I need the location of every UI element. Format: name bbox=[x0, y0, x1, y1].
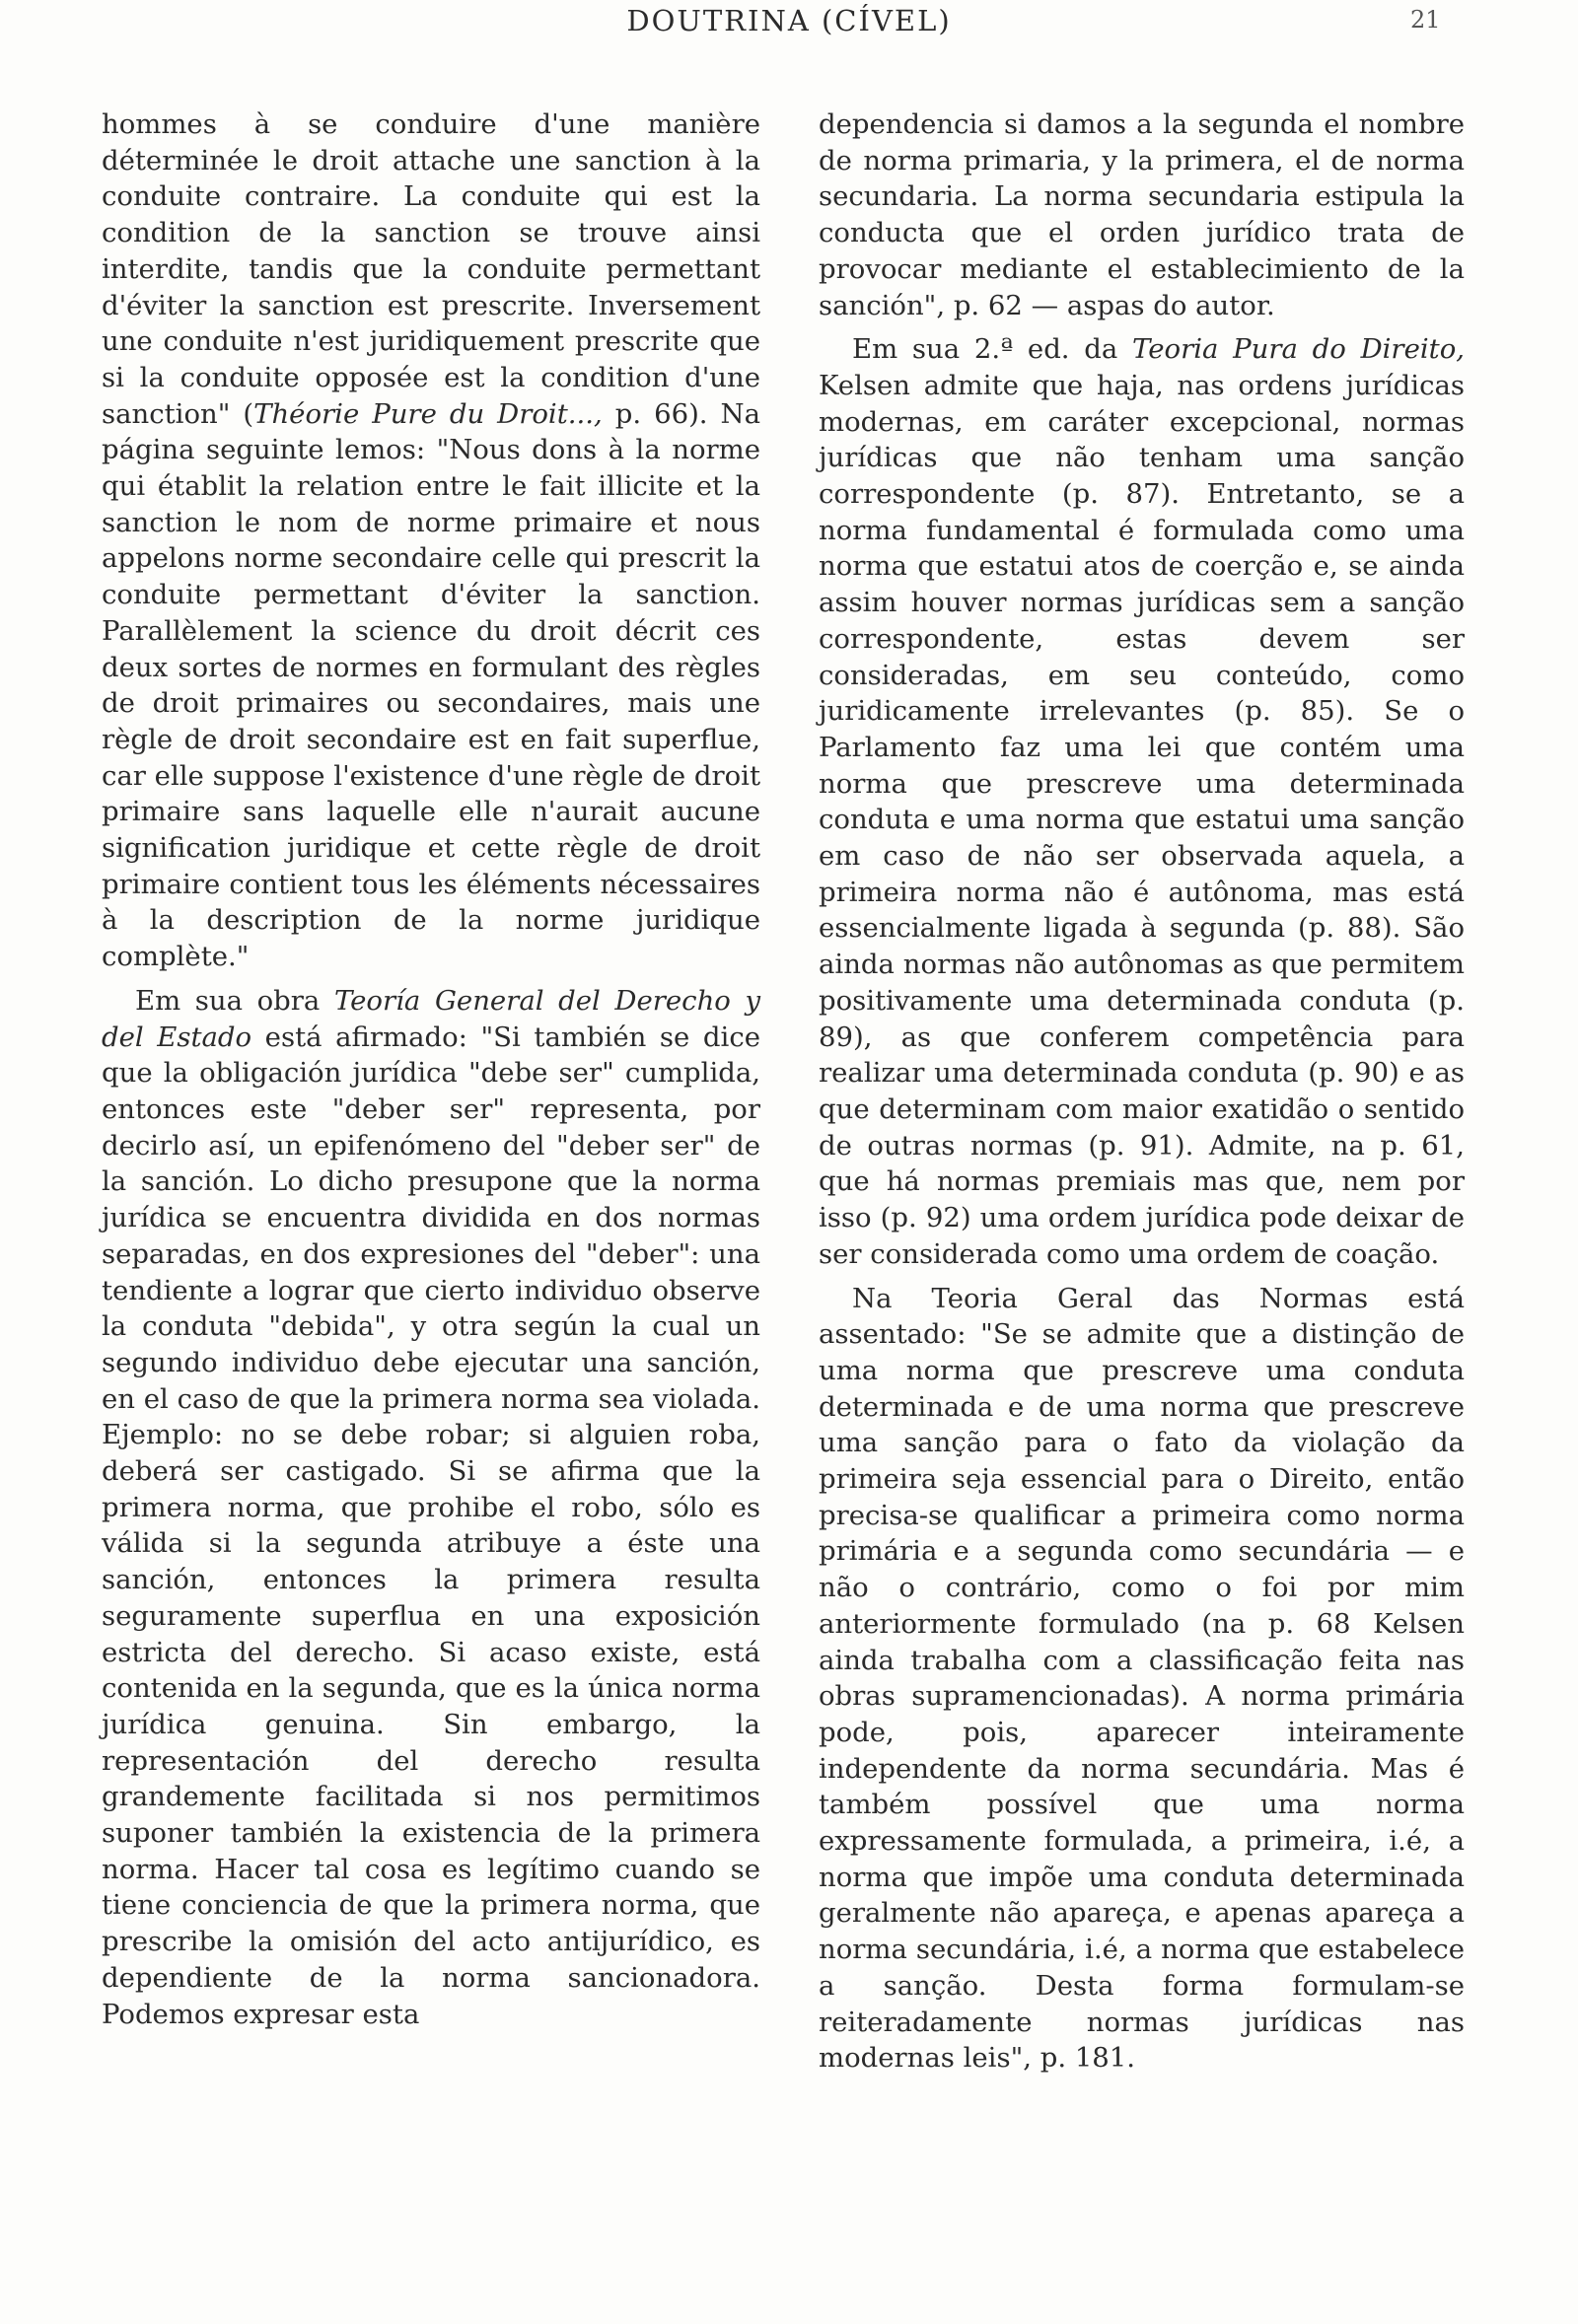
cited-title: Teoría General del Derecho y del Estado bbox=[102, 984, 761, 1053]
running-head: DOUTRINA (CÍVEL) bbox=[626, 4, 952, 37]
paragraph bbox=[819, 331, 1465, 1272]
left-column bbox=[102, 106, 760, 2032]
paragraph-text: Kelsen admite que haja, nas ordens jurídicas modernas, em caráter excepcional, normas jurídicas que não tenham uma sanção correspondente (p. 87). Entretanto, se a norma fundamental é formulada como uma norma que estatui atos de coerção e, se ainda assim houver normas jurídicas sem a sanção correspondente, estas devem ser consideradas, em seu conteúdo, como juridicamente irrelevantes (p. 85). Se o Parlamento faz uma lei que contém uma norma que prescreve uma determinada conduta e uma norma que estatui uma sanção em caso de não ser observada aquela, a primeira norma não é autônoma, mas está essencialmente ligada à segunda (p. 88). São ainda normas não autônomas as que permitem positivamente uma determinada conduta (p. 89), as que conferem competência para realizar uma determinada conduta (p. 90) e as que determinam com maior exatidão o sentido de outras normas (p. 91). Admite, na p. 61, que há normas premiais mas que, nem por isso (p. 92) uma ordem jurídica pode deixar de ser considerada como uma ordem de coação. bbox=[819, 369, 1465, 1270]
paragraph-text: hommes à se conduire d'une manière déterminée le droit attache une sanction à la conduite contraire. La conduite qui est la condition de la sanction se trouve ainsi interdite, tandis que la conduite permettant d'éviter la sanction est prescrite. Inversement une conduite n'est juridiquement prescrite que si la conduite opposée est la condition d'une sanction" ( bbox=[102, 108, 760, 430]
paragraph: Na Teoria Geral das Normas está assentado: "Se se admite que a distinção de uma norma que prescreve uma conduta determinada e de uma norma que prescreve uma sanção para o fato da violação da primeira seja essencial para o Direito, então precisa-se qualificar a primeira como norma primária e a segunda como secundária — e não o contrário, como o foi por mim anteriormente formulado (na p. 68 Kelsen ainda trabalha com a classificação feita nas obras supramencionadas). A norma primária pode, pois, aparecer inteiramente independente da norma secundária. Mas é também possível que uma norma expressamente formulada, a primeira, i.é, a norma que impõe uma conduta determinada geralmente não apareça, e apenas apareça a norma secundária, i.é, a norma que estabelece a sanção. Desta forma formulam-se reiteradamente normas jurídicas nas modernas leis", p. 181. bbox=[819, 1282, 1465, 2075]
cited-title: Teoria Pura do Direito, bbox=[1132, 333, 1465, 366]
paragraph-text: p. 66). Na página seguinte lemos: "Nous dons à la norme qui établit la relation entre le fait illicite et la sanction le nom de norme primaire et nous appelons norme secondaire celle qui prescrit la conduite permettant d'éviter la sanction. Parallèlement la science du droit décrit ces deux sortes de normes en formulant des règles de droit primaires ou secondaires, mais une règle de droit secondaire est en fait superflue, car elle suppose l'existence d'une règle de droit primaire sans laquelle elle n'aurait aucune signification juridique et cette règle de droit primaire contient tous les éléments nécessaires à la description de la norme juridique complète." bbox=[102, 397, 760, 973]
paragraph: dependencia si damos a la segunda el nombre de norma primaria, y la primera, el de norma secundaria. La norma secundaria estipula la conducta que el orden jurídico trata de provocar mediante el establecimiento de la sanción", p. 62 — aspas do autor. bbox=[819, 108, 1465, 321]
page-number: 21 bbox=[1410, 6, 1441, 34]
page-header bbox=[0, 2, 1578, 45]
paragraph-text: Em sua 2.ª ed. da bbox=[852, 333, 1133, 366]
right-column bbox=[819, 106, 1465, 2077]
paragraph bbox=[102, 106, 760, 975]
paragraph-text: Em sua obra bbox=[135, 984, 334, 1017]
paragraph-text: está afirmado: "Si también se dice que la obligación jurídica "debe ser" cumplida, entonces este "deber ser" representa, por decirlo así, un epifenómeno del "deber ser" de la sanción. Lo dicho presupone que la norma jurídica se encuentra dividida en dos normas separadas, en dos expresiones del "deber": una tendiente a lograr que cierto individuo observe la conduta "debida", y otra según la cual un segundo individuo debe ejecutar una sanción, en el caso de que la primera norma sea violada. Ejemplo: no se debe robar; si alguien roba, deberá ser castigado. Si se afirma que la primera norma, que prohibe el robo, sólo es válida si la segunda atribuye a éste una sanción, entonces la primera resulta seguramente superflua en una exposición estricta del derecho. Si acaso existe, está contenida en la segunda, que es la única norma jurídica genuina. Sin embargo, la representación del derecho resulta grandemente facilitada si nos permitimos suponer también la existencia de la primera norma. Hacer tal cosa es legítimo cuando se tiene conciencia de que la primera norma, que prescribe la omisión del acto antijurídico, es dependiente de la norma sancionadora. Podemos expresar esta bbox=[102, 1021, 760, 2030]
cited-title: Théorie Pure du Droit..., bbox=[253, 397, 603, 430]
paragraph bbox=[102, 983, 760, 2032]
